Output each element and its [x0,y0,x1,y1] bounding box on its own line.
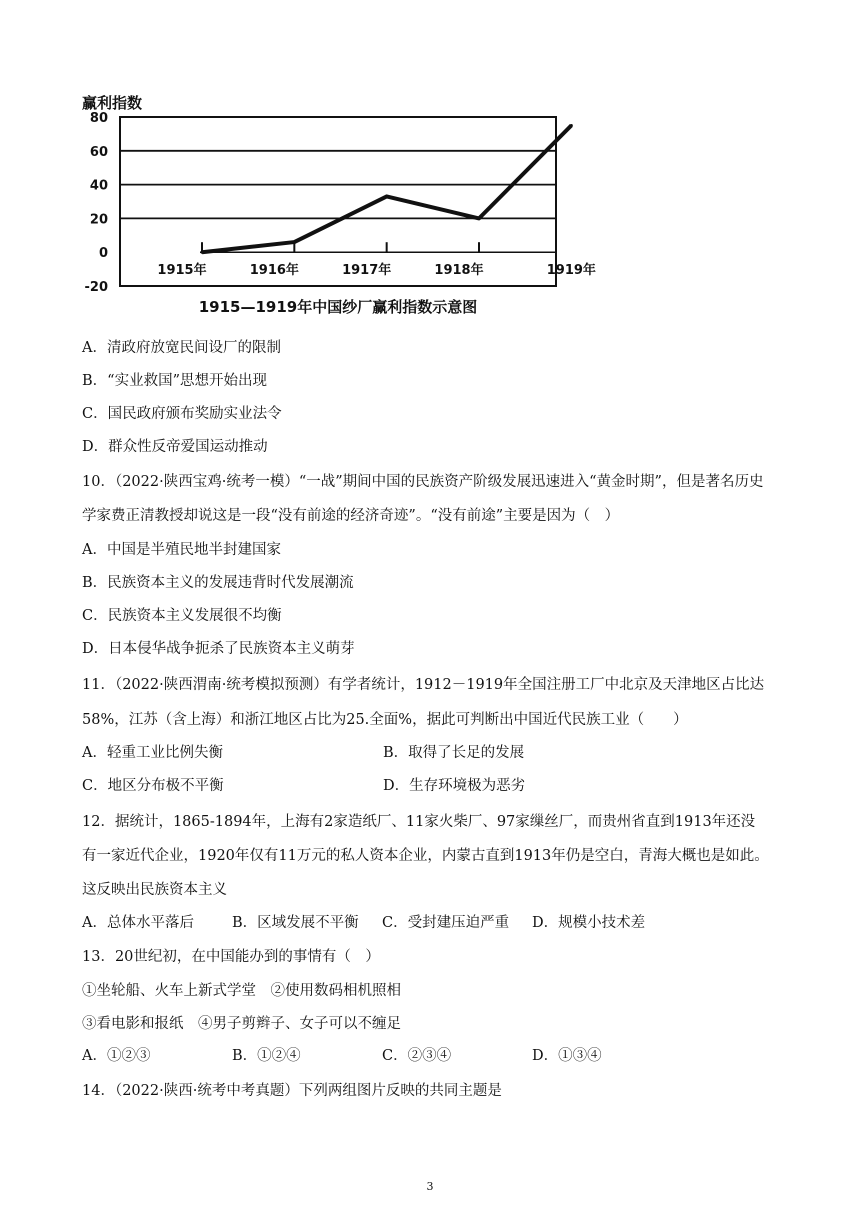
q11-stem-line-2: 58%，江苏（含上海）和浙江地区占比为25.全面%，据此可判断出中国近代民族工业（ ） [82,712,688,728]
q12-option-b: B．区域发展不平衡 [232,915,359,931]
q10-option-a: A．中国是半殖民地半封建国家 [82,542,281,558]
q13-option-a: A．①②③ [82,1048,151,1064]
q13-item-line-1: ①坐轮船、火车上新式学堂 ②使用数码相机照相 [82,983,401,999]
data-point [201,251,204,254]
q13-option-b: B．①②④ [232,1048,301,1064]
data-point [293,241,296,244]
q10-stem-line-1: 10．（2022·陕西宝鸡·统考一模）“一战”期间中国的民族资产阶级发展迅速进入“黄金时期”，但是著名历史 [82,474,764,490]
q9-option-c: C．国民政府颁布奖励实业法令 [82,406,282,422]
q13-option-d: D．①③④ [532,1048,602,1064]
q10-stem-line-2: 学家费正清教授却说这是一段“没有前途的经济奇迹”。“没有前途”主要是因为（ ） [82,508,620,524]
x-tick-label: 1916年 [249,263,299,278]
q10-option-d: D．日本侵华战争扼杀了民族资本主义萌芽 [82,641,355,657]
profit-index-chart [82,88,596,318]
page-number: 3 [426,1180,434,1193]
chart-svg [82,88,596,318]
data-point [478,217,481,220]
plot-frame [120,117,556,286]
q13-stem: 13．20世纪初，在中国能办到的事情有（ ） [82,949,380,965]
q12-stem-line-2: 有一家近代企业，1920年仅有11万元的私人资本企业，内蒙古直到1913年仍是空白，青海大概也是如此。 [82,848,769,864]
q10-option-b: B．民族资本主义的发展违背时代发展潮流 [82,575,354,591]
x-tick-label: 1915年 [157,263,207,278]
x-tick-label: 1917年 [342,263,392,278]
q9-option-a: A．清政府放宽民间设厂的限制 [82,340,281,356]
q11-option-b: B．取得了长足的发展 [383,745,525,761]
q11-stem-line-1: 11．（2022·陕西渭南·统考模拟预测）有学者统计，1912－1919年全国注册工厂中北京及天津地区占比达 [82,677,765,693]
y-axis-label: 赢利指数 [82,94,143,112]
x-tick-label: 1918年 [434,263,484,278]
q10-option-c: C．民族资本主义发展很不均衡 [82,608,282,624]
q9-option-d: D．群众性反帝爱国运动推动 [82,439,268,455]
q11-option-c: C．地区分布极不平衡 [82,778,224,794]
q12-option-d: D．规模小技术差 [532,915,646,931]
q14-stem: 14．（2022·陕西·统考中考真题）下列两组图片反映的共同主题是 [82,1083,502,1099]
y-tick-label: 80 [89,111,108,126]
q13-item-line-2: ③看电影和报纸 ④男子剪辫子、女子可以不缠足 [82,1016,401,1032]
q9-option-b: B．“实业救国”思想开始出现 [82,373,267,389]
q12-stem-line-1: 12．据统计，1865-1894年，上海有2家造纸厂、11家火柴厂、97家缫丝厂，而贵州省直到1913年还没 [82,814,756,830]
q12-stem-line-3: 这反映出民族资本主义 [82,882,227,898]
y-tick-label: 0 [98,246,108,262]
y-tick-label: 20 [89,212,108,228]
x-tick-label: 1919年 [546,263,596,278]
y-tick-label: -20 [84,280,108,295]
q11-option-a: A．轻重工业比例失衡 [82,745,223,761]
y-tick-label: 60 [89,144,108,160]
q12-option-a: A．总体水平落后 [82,915,194,931]
data-point [385,195,388,198]
q13-option-c: C．②③④ [382,1048,452,1064]
series-line [202,125,571,252]
q12-option-c: C．受封建压迫严重 [382,915,510,931]
chart-title: 1915—1919年中国纱厂赢利指数示意图 [198,298,478,316]
data-point [570,124,573,127]
y-tick-label: 40 [89,178,108,194]
q11-option-d: D．生存环境极为恶劣 [383,778,526,794]
